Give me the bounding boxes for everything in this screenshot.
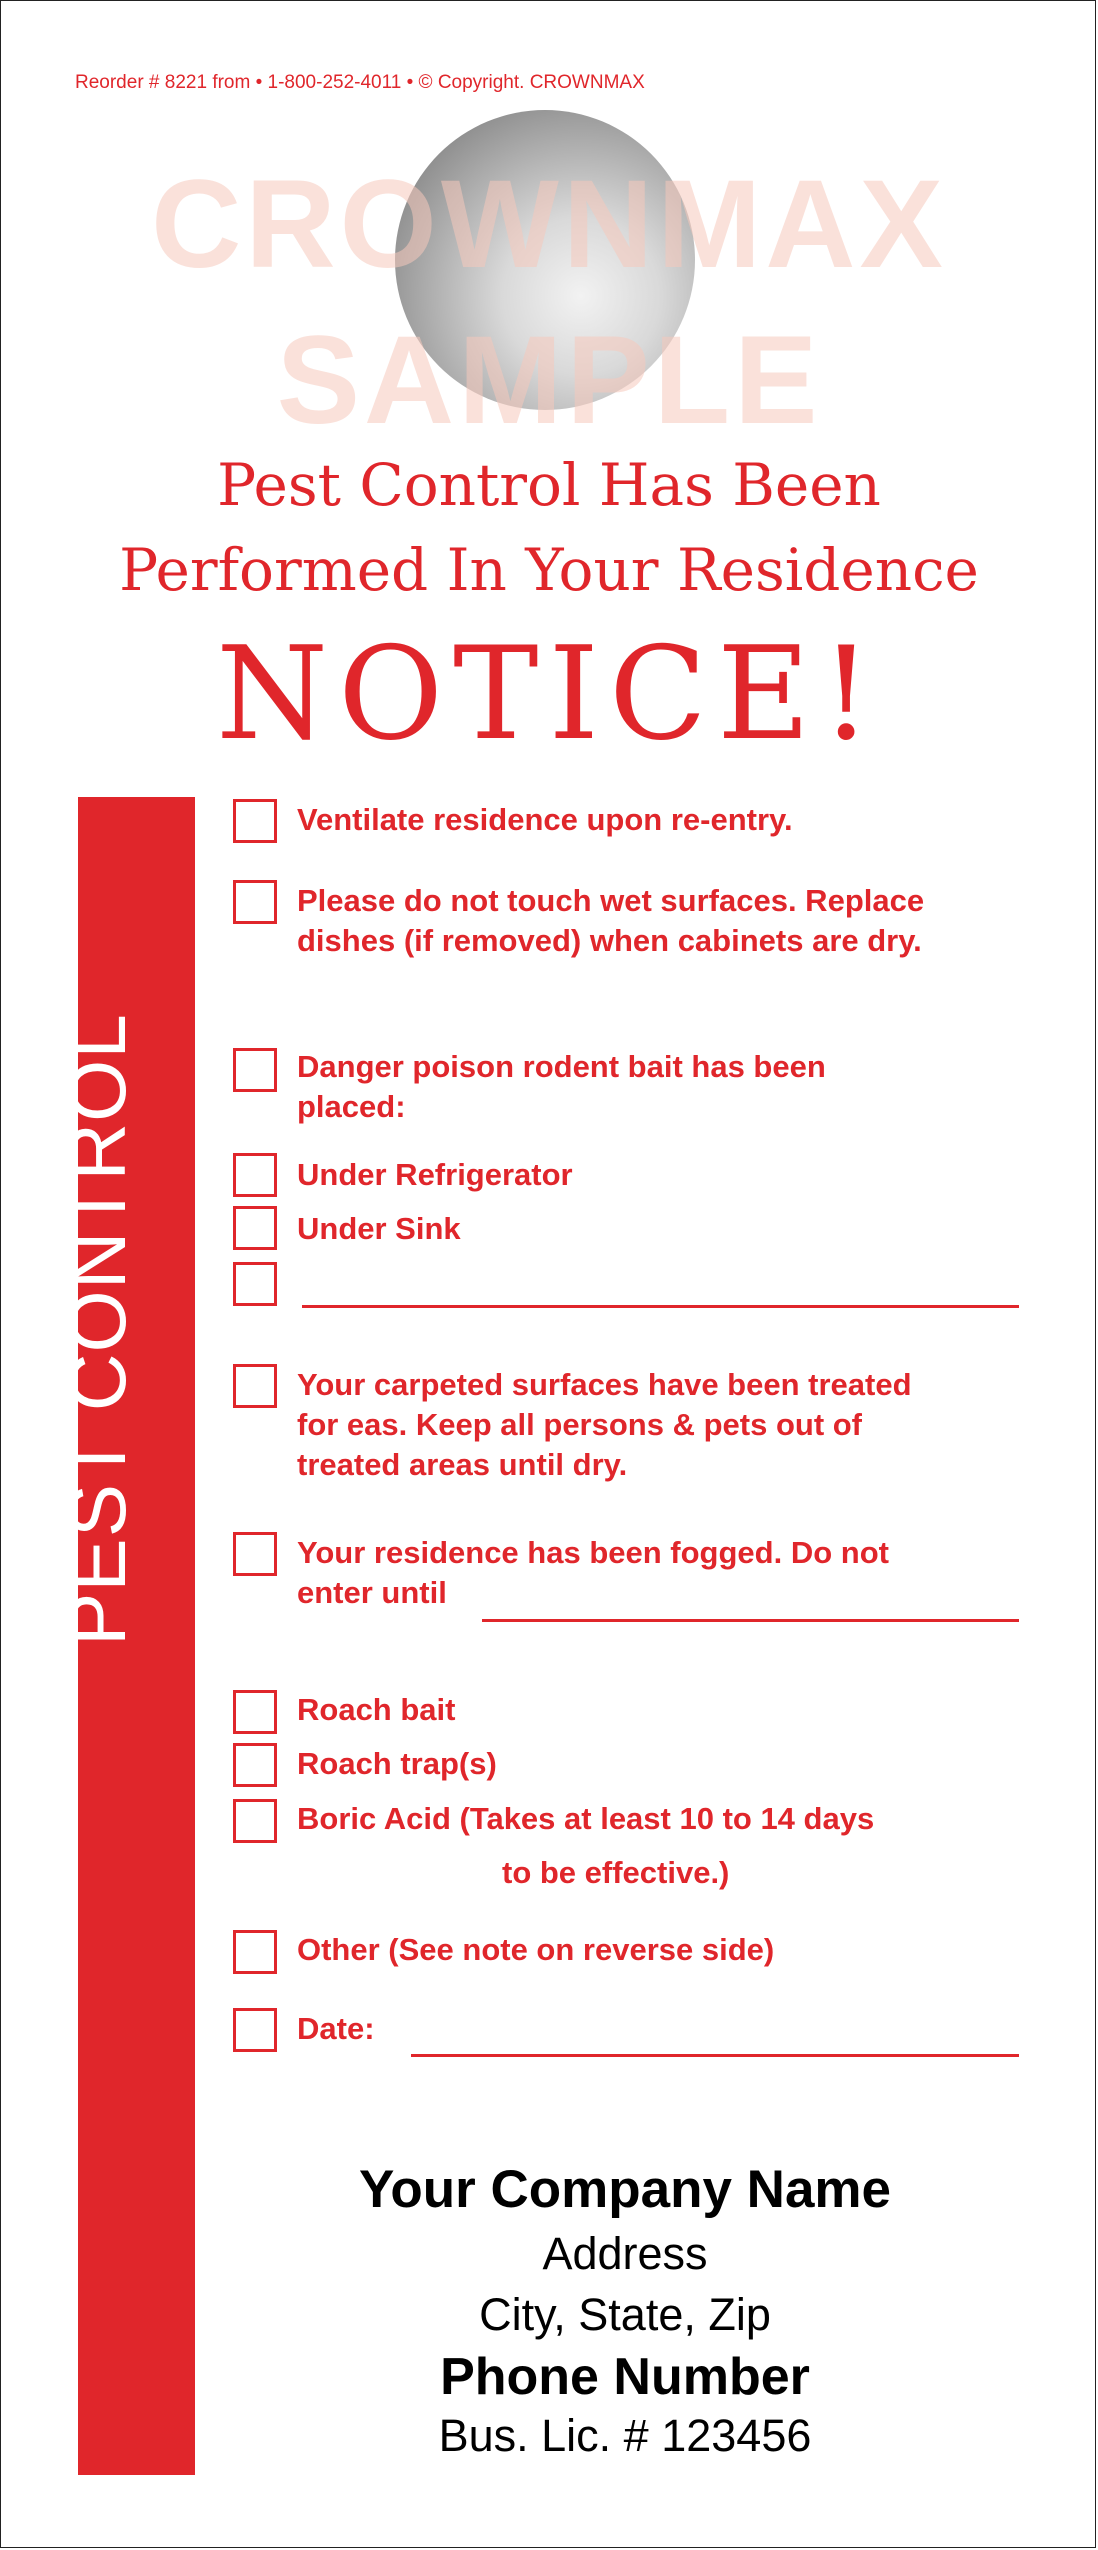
label-date: Date: — [297, 2011, 375, 2046]
checkbox-roach-bait[interactable] — [233, 1690, 277, 1734]
sidebar-label: PEST CONTROL — [53, 1013, 142, 1646]
checkbox-other[interactable] — [233, 1930, 277, 1974]
label-other: Other (See note on reverse side) — [297, 1932, 775, 1967]
checkbox-other-location[interactable] — [233, 1262, 277, 1306]
checkbox-under-sink[interactable] — [233, 1206, 277, 1250]
checkbox-rodent-bait[interactable] — [233, 1048, 277, 1092]
label-roach-bait: Roach bait — [297, 1692, 456, 1727]
checkbox-under-refrigerator[interactable] — [233, 1153, 277, 1197]
watermark-line2: SAMPLE — [276, 311, 822, 450]
checkbox-carpet[interactable] — [233, 1364, 277, 1408]
reorder-info: Reorder # 8221 from • 1-800-252-4011 • © Copyright. CROWNMAX — [75, 72, 645, 93]
label-boric-acid-2: to be effective.) — [502, 1855, 730, 1890]
label-boric-acid-1: Boric Acid (Takes at least 10 to 14 days — [297, 1801, 875, 1836]
company-license: Bus. Lic. # 123456 — [438, 2410, 812, 2461]
label-carpet-1: Your carpeted surfaces have been treated — [297, 1367, 912, 1402]
company-city-state-zip: City, State, Zip — [479, 2289, 771, 2340]
company-name: Your Company Name — [358, 2160, 892, 2219]
headline-line1: Pest Control Has Been — [217, 451, 881, 519]
checkbox-roach-traps[interactable] — [233, 1743, 277, 1787]
label-ventilate: Ventilate residence upon re-entry. — [297, 802, 793, 837]
label-fogged-1: Your residence has been fogged. Do not — [297, 1535, 889, 1570]
fogged-until-line[interactable] — [482, 1619, 1019, 1622]
company-address: Address — [542, 2228, 708, 2279]
label-under-refrigerator: Under Refrigerator — [297, 1157, 573, 1192]
checkbox-fogged[interactable] — [233, 1532, 277, 1576]
checkbox-ventilate[interactable] — [233, 799, 277, 843]
label-rodent-bait-2: placed: — [297, 1089, 406, 1124]
checkbox-boric-acid[interactable] — [233, 1799, 277, 1843]
checkbox-wet-surfaces[interactable] — [233, 880, 277, 924]
watermark-line1: CROWNMAX — [151, 155, 947, 294]
date-line[interactable] — [411, 2054, 1019, 2057]
label-under-sink: Under Sink — [297, 1211, 461, 1246]
checkbox-date[interactable] — [233, 2008, 277, 2052]
other-location-line[interactable] — [302, 1305, 1019, 1308]
notice-title: NOTICE! — [216, 620, 882, 769]
label-wet-surfaces-2: dishes (if removed) when cabinets are dry. — [297, 923, 922, 958]
label-roach-traps: Roach trap(s) — [297, 1746, 497, 1781]
company-phone: Phone Number — [440, 2348, 810, 2406]
label-wet-surfaces-1: Please do not touch wet surfaces. Replace — [297, 883, 925, 918]
label-rodent-bait-1: Danger poison rodent bait has been — [297, 1049, 826, 1084]
label-fogged-2: enter until — [297, 1575, 447, 1610]
label-carpet-3: treated areas until dry. — [297, 1447, 628, 1482]
label-carpet-2: for eas. Keep all persons & pets out of — [297, 1407, 863, 1442]
headline-line2: Performed In Your Residence — [119, 536, 979, 604]
